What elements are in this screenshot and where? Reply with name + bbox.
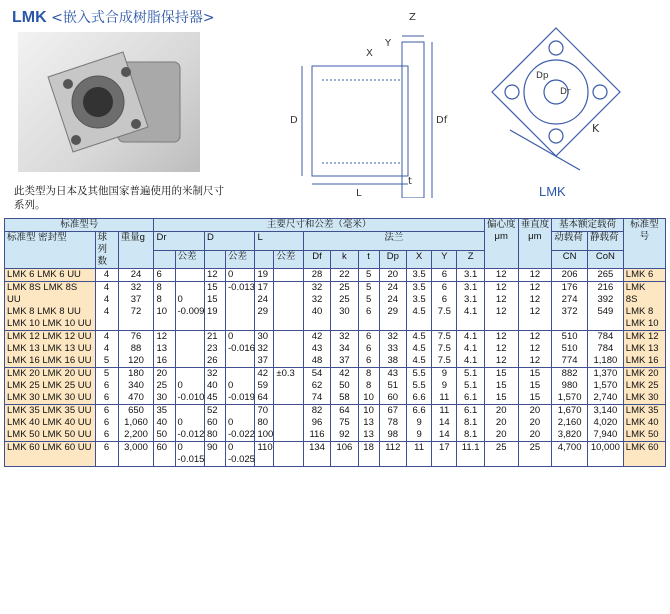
hdr-weight: 重量g <box>118 232 154 269</box>
cell-df: 28 <box>303 269 330 282</box>
cell-weight: 3,000 <box>118 442 154 467</box>
table-row <box>5 442 666 467</box>
cell-dr: 12 13 16 <box>154 331 175 368</box>
cell-t: 5 <box>358 269 379 282</box>
hdr-dr-tol: 公差 <box>175 250 204 269</box>
cell-y: 6 6 7.5 <box>432 282 457 331</box>
cell-models: LMK 12 LMK 12 UU LMK 13 LMK 13 UU LMK 16 LMK 16 UU <box>5 331 96 368</box>
cell-ecc: 12 <box>484 269 518 282</box>
hdr-main: 主要尺寸和公差（毫米） <box>154 219 484 232</box>
cell-weight: 24 <box>118 269 154 282</box>
cell-dr: 6 <box>154 269 175 282</box>
cell-dr: 35 40 50 <box>154 405 175 442</box>
hdr-standard: 标准型 <box>7 232 36 243</box>
label-l: L <box>356 188 362 198</box>
table-row <box>5 368 666 405</box>
cell-con: 784 784 1,180 <box>587 331 623 368</box>
cell-ecc: 12 12 12 <box>484 282 518 331</box>
cell-k: 25 25 30 <box>331 282 358 331</box>
cell-y: 7.5 7.5 7.5 <box>432 331 457 368</box>
cell-d: 12 <box>204 269 225 282</box>
cell-lt <box>274 405 303 442</box>
table-row <box>5 282 666 331</box>
cell-t: 8 8 10 <box>358 368 379 405</box>
cell-ecc: 12 12 12 <box>484 331 518 368</box>
cell-y: 6 <box>432 269 457 282</box>
cell-dr: 60 <box>154 442 175 467</box>
cell-dr: 8 8 10 <box>154 282 175 331</box>
cell-z: 11.1 <box>457 442 484 467</box>
cell-models: LMK 8S LMK 8S UU LMK 8 LMK 8 UU LMK 10 LMK 10 UU <box>5 282 96 331</box>
cell-t: 6 6 6 <box>358 331 379 368</box>
cell-lt <box>274 331 303 368</box>
hdr-k: k <box>331 250 358 269</box>
cell-x: 5.5 5.5 6.6 <box>406 368 431 405</box>
cell-t: 10 13 13 <box>358 405 379 442</box>
cell-weight: 180 340 470 <box>118 368 154 405</box>
cell-dp: 67 78 98 <box>379 405 406 442</box>
hdr-cn: CN <box>552 250 588 269</box>
cell-d: 90 <box>204 442 225 467</box>
hdr-x: X <box>406 250 431 269</box>
cell-balls: 6 <box>95 442 118 467</box>
cell-d: 15 15 19 <box>204 282 225 331</box>
cell-dt: 0 -0.022 <box>226 405 255 442</box>
title-code: LMK <box>12 9 47 26</box>
label-dp: Dp <box>536 71 549 81</box>
cell-y: 11 14 14 <box>432 405 457 442</box>
label-dr: Dr <box>560 87 571 97</box>
cell-ecc: 25 <box>484 442 518 467</box>
cell-perp: 12 <box>518 269 552 282</box>
cell-balls: 4 4 5 <box>95 331 118 368</box>
cell-drt: 0 -0.012 <box>175 405 204 442</box>
cell-cn: 206 <box>552 269 588 282</box>
cell-l: 30 32 37 <box>255 331 274 368</box>
cell-con: 3,140 4,020 7,940 <box>587 405 623 442</box>
cell-lt <box>274 442 303 467</box>
hdr-dyn: 动载荷 <box>552 232 588 251</box>
cell-z: 5.1 5.1 6.1 <box>457 368 484 405</box>
cell-lt <box>274 282 303 331</box>
label-y: Y <box>385 38 392 49</box>
cell-l: 42 59 64 <box>255 368 274 405</box>
cell-x: 3.5 <box>406 269 431 282</box>
cell-right: LMK 12 LMK 13 LMK 16 <box>623 331 665 368</box>
product-photo <box>18 32 200 172</box>
cell-df: 82 96 116 <box>303 405 330 442</box>
cell-weight: 76 88 120 <box>118 331 154 368</box>
view-label: LMK <box>539 184 566 199</box>
label-df: Df <box>436 115 448 126</box>
cell-ecc: 15 15 15 <box>484 368 518 405</box>
cell-perp: 12 12 12 <box>518 331 552 368</box>
table-row <box>5 331 666 368</box>
header-row-1 <box>5 219 666 232</box>
label-d: D <box>290 115 298 126</box>
cell-d: 32 40 45 <box>204 368 225 405</box>
cell-k: 42 50 58 <box>331 368 358 405</box>
cell-cn: 4,700 <box>552 442 588 467</box>
cell-perp: 20 20 20 <box>518 405 552 442</box>
cell-con: 1,370 1,570 2,740 <box>587 368 623 405</box>
cell-models: LMK 20 LMK 20 UU LMK 25 LMK 25 UU LMK 30 LMK 30 UU <box>5 368 96 405</box>
cell-drt: 0 -0.009 <box>175 282 204 331</box>
hdr-stat: 静载荷 <box>587 232 623 251</box>
cell-con: 265 <box>587 269 623 282</box>
cell-l: 19 <box>255 269 274 282</box>
hdr-flange: 法兰 <box>303 232 484 251</box>
cell-models: LMK 60 LMK 60 UU <box>5 442 96 467</box>
hdr-model-group: 标准型号 <box>5 219 154 232</box>
hdr-df: Df <box>303 250 330 269</box>
hdr-d-blank <box>204 250 225 269</box>
cell-drt <box>175 331 204 368</box>
cell-drt <box>175 269 204 282</box>
label-k: K <box>592 122 600 135</box>
cell-l: 70 80 100 <box>255 405 274 442</box>
label-t: t <box>408 176 412 187</box>
cell-l: 17 24 29 <box>255 282 274 331</box>
page-title <box>12 7 215 27</box>
cell-l: 110 <box>255 442 274 467</box>
cell-balls: 6 6 6 <box>95 405 118 442</box>
cell-perp: 15 15 15 <box>518 368 552 405</box>
spec-body <box>5 269 666 467</box>
cell-weight: 650 1,060 2,200 <box>118 405 154 442</box>
cell-balls: 4 4 4 <box>95 282 118 331</box>
cell-df: 42 43 48 <box>303 331 330 368</box>
cell-dt: 0 -0.016 <box>226 331 255 368</box>
hdr-load: 基本额定载荷 <box>552 219 624 232</box>
cell-models: LMK 6 LMK 6 UU <box>5 269 96 282</box>
header-row-2 <box>5 232 666 251</box>
title-text: <嵌入式合成树脂保持器> <box>51 10 215 26</box>
cell-df: 32 32 40 <box>303 282 330 331</box>
hdr-y: Y <box>432 250 457 269</box>
cell-right: LMK 20 LMK 25 LMK 30 <box>623 368 665 405</box>
cell-t: 5 5 6 <box>358 282 379 331</box>
cell-perp: 12 12 12 <box>518 282 552 331</box>
cell-right: LMK 8S LMK 8 LMK 10 <box>623 282 665 331</box>
hdr-z: Z <box>457 250 484 269</box>
cell-dt: 0 -0.019 <box>226 368 255 405</box>
cell-drt: 0 -0.015 <box>175 442 204 467</box>
cell-dp: 112 <box>379 442 406 467</box>
cell-weight: 32 37 72 <box>118 282 154 331</box>
side-view-drawing <box>262 8 472 198</box>
table-row <box>5 405 666 442</box>
cell-cn: 176 274 372 <box>552 282 588 331</box>
cell-x: 11 <box>406 442 431 467</box>
hdr-d: D <box>204 232 255 251</box>
hdr-dr-blank <box>154 250 175 269</box>
cell-df: 54 62 74 <box>303 368 330 405</box>
hdr-balls: 球列数 <box>95 232 118 269</box>
cell-dr: 20 25 30 <box>154 368 175 405</box>
cell-con: 10,000 <box>587 442 623 467</box>
hdr-d-tol: 公差 <box>226 250 255 269</box>
caption: 此类型为日本及其他国家普遍使用的米制尺寸系列。 <box>14 185 224 211</box>
cell-y: 9 9 11 <box>432 368 457 405</box>
cell-dt: -0.013 <box>226 282 255 331</box>
cell-k: 106 <box>331 442 358 467</box>
cell-right: LMK 35 LMK 40 LMK 50 <box>623 405 665 442</box>
hdr-t: t <box>358 250 379 269</box>
cell-z: 3.1 <box>457 269 484 282</box>
cell-dt: 0 <box>226 269 255 282</box>
cell-k: 64 75 92 <box>331 405 358 442</box>
spec-table <box>4 218 666 467</box>
hdr-dr: Dr <box>154 232 205 251</box>
cell-right: LMK 60 <box>623 442 665 467</box>
cell-df: 134 <box>303 442 330 467</box>
cell-x: 4.5 4.5 4.5 <box>406 331 431 368</box>
table-row <box>5 269 666 282</box>
cell-dp: 20 <box>379 269 406 282</box>
cell-dp: 32 33 38 <box>379 331 406 368</box>
cell-y: 17 <box>432 442 457 467</box>
hdr-con: CoN <box>587 250 623 269</box>
cell-dt: 0 -0.025 <box>226 442 255 467</box>
cell-d: 52 60 80 <box>204 405 225 442</box>
cell-models: LMK 35 LMK 35 UU LMK 40 LMK 40 UU LMK 50 LMK 50 UU <box>5 405 96 442</box>
cell-balls: 5 6 6 <box>95 368 118 405</box>
cell-z: 6.1 8.1 8.1 <box>457 405 484 442</box>
cell-drt: 0 -0.010 <box>175 368 204 405</box>
cell-x: 6.6 9 9 <box>406 405 431 442</box>
cell-t: 18 <box>358 442 379 467</box>
cell-dp: 24 24 29 <box>379 282 406 331</box>
cell-lt: ±0.3 <box>274 368 303 405</box>
label-x: X <box>366 48 373 59</box>
cell-cn: 882 980 1,570 <box>552 368 588 405</box>
cell-lt <box>274 269 303 282</box>
cell-ecc: 20 20 20 <box>484 405 518 442</box>
cell-cn: 1,670 2,160 3,820 <box>552 405 588 442</box>
cell-z: 4.1 4.1 4.1 <box>457 331 484 368</box>
hdr-l-blank <box>255 250 274 269</box>
cell-dp: 43 51 60 <box>379 368 406 405</box>
hdr-std-sealed <box>5 232 96 269</box>
hdr-sealed: 密封型 <box>38 232 67 243</box>
cell-right: LMK 6 <box>623 269 665 282</box>
hdr-ecc: 偏心度μm <box>484 219 518 269</box>
front-view-drawing <box>490 20 640 180</box>
cell-balls: 4 <box>95 269 118 282</box>
cell-d: 21 23 26 <box>204 331 225 368</box>
cell-k: 22 <box>331 269 358 282</box>
bushing-photo-icon <box>18 32 200 172</box>
hdr-l-tol: 公差 <box>274 250 303 269</box>
hdr-right: 标准型号 <box>623 219 665 269</box>
cell-perp: 25 <box>518 442 552 467</box>
label-z: Z <box>409 12 416 23</box>
cell-con: 216 392 549 <box>587 282 623 331</box>
hdr-l: L <box>255 232 303 251</box>
cell-x: 3.5 3.5 4.5 <box>406 282 431 331</box>
cell-z: 3.1 3.1 4.1 <box>457 282 484 331</box>
cell-cn: 510 510 774 <box>552 331 588 368</box>
hdr-perp: 垂直度μm <box>518 219 552 269</box>
cell-k: 32 34 37 <box>331 331 358 368</box>
hdr-dp: Dp <box>379 250 406 269</box>
